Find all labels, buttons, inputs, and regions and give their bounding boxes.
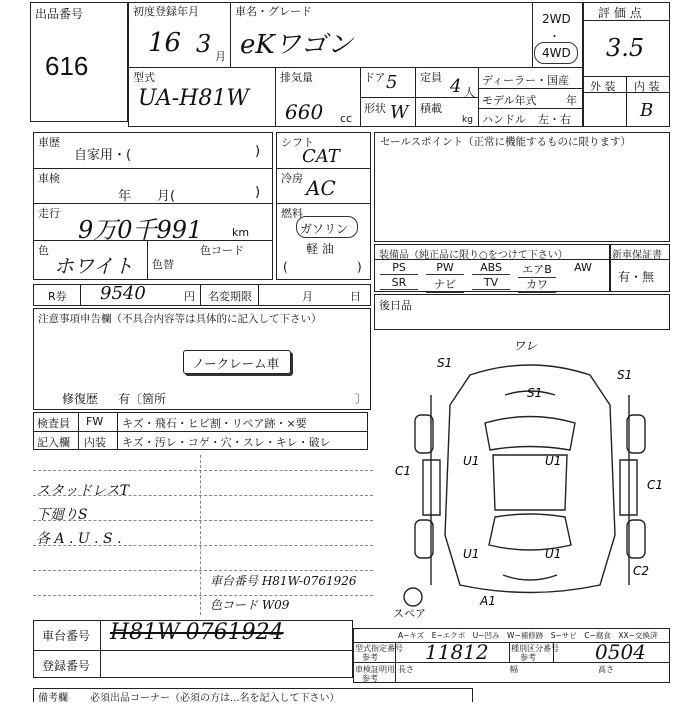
docs-box (374, 294, 670, 330)
model-label: 型式 (133, 71, 155, 84)
handle-value: 左・右 (538, 113, 571, 126)
inspection-close: ) (255, 185, 261, 200)
drive-4wd: 4WD (542, 46, 571, 60)
mileage-unit: km (232, 226, 250, 239)
inspector-label-1: 検査員 (37, 417, 70, 430)
recycle-value: 9540 (100, 283, 146, 304)
displacement-unit: cc (340, 112, 353, 125)
dealer-label: ディーラー・国産 (482, 74, 570, 87)
sales-label: セールスポイント（正常に機能するものに限ります） (380, 136, 632, 148)
lot-box (30, 2, 128, 122)
color-code-note: 色コード W09 (210, 598, 290, 612)
fuel-gas-circle (296, 216, 358, 238)
type-cert-value: 11812 (425, 640, 489, 664)
equipment-item: PW (426, 261, 464, 275)
color-value: ホワイト (54, 254, 134, 278)
first-reg-year: 16 (148, 28, 182, 58)
damage-mark: U1 (545, 454, 562, 468)
capacity-unit: 人 (464, 86, 475, 99)
chassis-label: 車台番号 (42, 629, 91, 643)
damage-mark: C2 (633, 564, 650, 578)
doors-value: 5 (386, 72, 398, 93)
handle-label: ハンドル (482, 113, 526, 126)
type-cert-sub: 参考 (362, 653, 378, 662)
inspector-fw-text: キズ・飛石・ヒビ割・リペア跡・×要 (122, 417, 307, 430)
note-line-2: 下廻りS (36, 507, 88, 523)
repair-label: 修復歴 (62, 392, 99, 406)
model-value: UA-H81W (138, 86, 249, 111)
drive-2wd: 2WD (542, 12, 571, 26)
equipment-item: エアB (518, 261, 556, 278)
interior-label: 内 装 (634, 80, 660, 93)
equipment-item: カワ (518, 276, 556, 293)
shift-value: CAT (302, 146, 340, 167)
history-label: 車歴 (38, 136, 60, 149)
equipment-grid (376, 260, 608, 291)
bottom-text: 必須出品コーナー（必須の方は...名を記入して下さい） (90, 693, 340, 704)
inspection-value: 年 月( (118, 189, 176, 204)
history-value: 自家用・( (74, 148, 132, 163)
load-label: 積載 (420, 102, 442, 115)
damage-mark: S1 (617, 368, 633, 382)
shape-value: W (390, 102, 409, 123)
color-code-label: 色コード (200, 244, 244, 257)
damage-mark: U1 (545, 547, 562, 561)
damage-mark: C1 (395, 464, 412, 478)
month-unit: 月 (215, 50, 226, 63)
damage-mark: U1 (463, 454, 480, 468)
damage-mark: S1 (437, 356, 453, 370)
interior-value: B (640, 100, 654, 121)
note-line-1: スタッドレスT (36, 483, 129, 499)
displacement-value: 660 (285, 100, 324, 124)
spare-label: スペア (393, 607, 426, 620)
name-label: 車名・グレード (235, 5, 312, 18)
chassis-note: 車台番号 H81W-0761926 (210, 574, 357, 588)
capacity-value: 4 (450, 76, 462, 97)
warranty-label: 新車保証書 (612, 250, 662, 261)
name-change-month: 月 (302, 290, 313, 303)
bottom-label: 備考欄 (38, 693, 68, 704)
docs-label: 後日品 (379, 299, 412, 312)
fuel-gas: ガソリン (300, 222, 349, 236)
name-change-day: 日 (350, 290, 361, 303)
damage-mark: ワレ (513, 339, 538, 353)
length-label: 長さ (398, 665, 414, 674)
width-label: 幅 (510, 665, 518, 674)
fuel-paren-l: ( (283, 260, 288, 274)
damage-mark: A1 (480, 594, 496, 608)
load-unit: kg (462, 115, 473, 125)
damage-mark: C1 (647, 478, 664, 492)
fuel-diesel: 軽 油 (306, 242, 334, 256)
first-reg-label: 初度登録年月 (133, 5, 199, 18)
repaint-label: 色替 (152, 258, 174, 271)
notes-label: 注意事項申告欄（不具合内容等は具体的に記入して下さい） (38, 313, 322, 325)
reg-label: 登録番号 (42, 659, 91, 673)
capacity-label: 定員 (420, 71, 442, 84)
ac-label: 冷房 (281, 172, 303, 185)
shape-label: 形状 (364, 102, 386, 115)
category-label: 種別区分番号 (511, 644, 559, 653)
equipment-item: TV (472, 276, 510, 290)
vehicle-cert-sub: 参考 (362, 674, 378, 683)
score-value: 3.5 (606, 34, 645, 62)
equipment-item: ABS (472, 261, 510, 275)
equipment-item: ナビ (426, 276, 464, 293)
color-label: 色 (38, 244, 49, 257)
year-unit: 年 (566, 94, 577, 107)
warranty-value: 有・無 (618, 270, 655, 284)
inspector-label-2: 記入欄 (37, 436, 70, 449)
fuel-label: 燃料 (281, 207, 303, 220)
repair-value: 有〔箇所 (118, 392, 167, 406)
equipment-item: AW (574, 261, 592, 274)
recycle-box (33, 284, 371, 306)
first-reg-month: 3 (196, 30, 212, 58)
category-value: 0504 (595, 640, 646, 664)
inspector-fw: FW (86, 415, 104, 428)
chassis-value: H81W-0761924 (110, 620, 284, 645)
lot-label: 出品番号 (35, 7, 84, 21)
height-label: 高さ (598, 665, 614, 674)
drive-4wd-circle (534, 42, 578, 64)
recycle-unit: 円 (184, 290, 195, 303)
lot-number: 616 (45, 51, 89, 81)
drive-dot: ・ (549, 30, 560, 43)
car-damage-diagram (385, 335, 675, 620)
name-change-label: 名変期限 (208, 290, 252, 303)
damage-mark: S1 (527, 386, 543, 400)
year-model-label: モデル年式 (482, 94, 537, 107)
note-line-3: 各 A . U . S . (36, 531, 122, 547)
damage-legend: A−キズ E−エクボ U−凹み W−補修跡 S−サビ C−腐食 XX−交換済 (398, 631, 658, 640)
name-value: eKワゴン (240, 30, 353, 60)
repair-close: 〕 (355, 392, 368, 406)
inspector-interior: 内装 (84, 436, 106, 449)
inspection-label: 車検 (38, 172, 60, 185)
no-claim-stamp (183, 350, 291, 374)
inspector-interior-text: キズ・汚レ・コゲ・穴・スレ・キレ・破レ (122, 436, 331, 449)
category-sub: 参考 (520, 653, 536, 662)
recycle-label: R券 (48, 290, 67, 303)
vehicle-cert-label: 車検証明用 (355, 665, 395, 674)
history-close: ) (255, 144, 261, 159)
damage-mark: U1 (463, 547, 480, 561)
doors-label: ドア (364, 71, 386, 84)
fuel-paren-r: ) (357, 260, 362, 274)
equipment-item: PS (380, 261, 418, 275)
equipment-item: SR (380, 276, 418, 290)
displacement-label: 排気量 (280, 71, 313, 84)
mileage-value: 9万0千991 (78, 216, 203, 244)
type-cert-label: 型式指定番号 (355, 644, 403, 653)
mileage-label: 走行 (38, 207, 60, 220)
equipment-label: 装備品（純正品に限り○をつけて下さい） (379, 250, 568, 261)
no-claim-text: ノークレーム車 (192, 356, 280, 371)
exterior-label: 外 装 (590, 80, 616, 93)
ac-value: AC (306, 176, 336, 200)
shift-label: シフト (281, 136, 314, 149)
score-label: 評 価 点 (598, 6, 642, 20)
